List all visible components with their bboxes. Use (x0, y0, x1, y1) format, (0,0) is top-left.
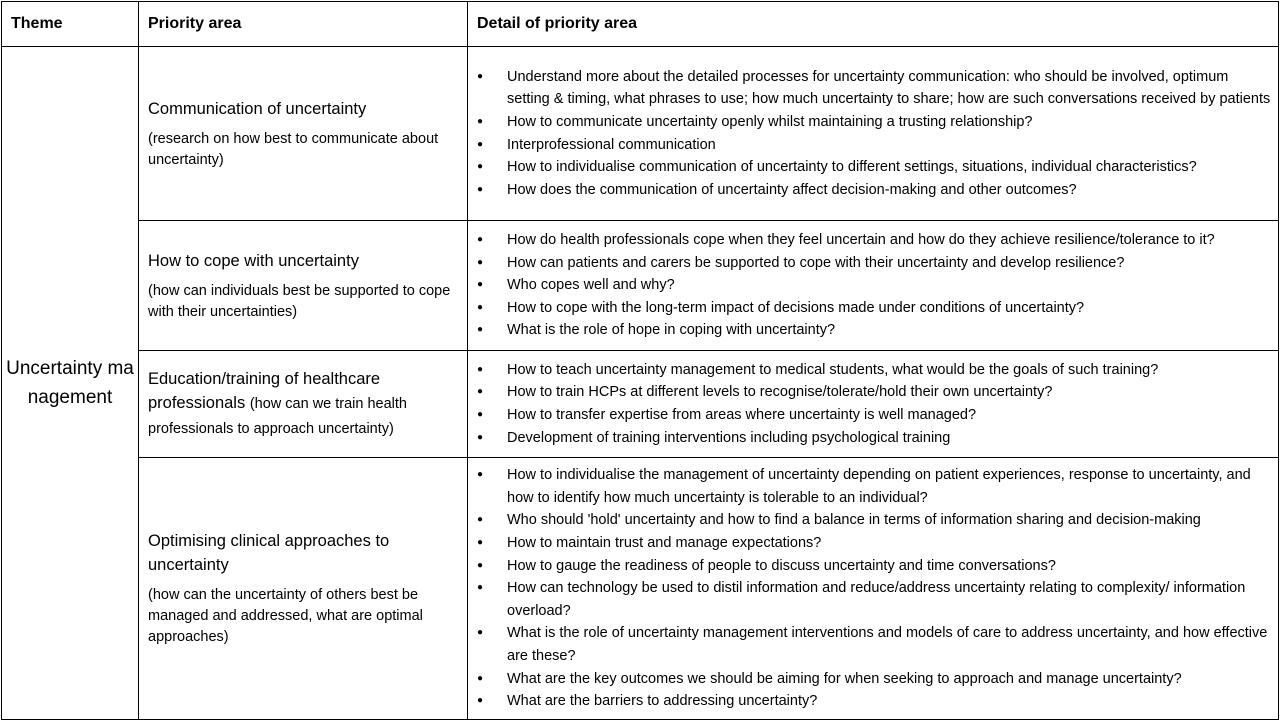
list-item: ● What is the role of uncertainty management interventions and models of care to address uncertainty, and how effective are these? (468, 622, 1272, 667)
priority-title: Optimising clinical approaches to uncertainty (148, 532, 390, 574)
header-theme: Theme (2, 2, 139, 47)
list-item: ● Development of training interventions including psychological training (468, 427, 1272, 450)
list-item: ● How can technology be used to distil information and reduce/address uncertainty relating to complexity/ information overload? (468, 577, 1272, 622)
priority-cell (139, 351, 468, 458)
bullet-icon: ● (477, 161, 484, 173)
priority-cell (139, 221, 468, 351)
bullet-icon: ● (477, 627, 484, 639)
bullet-icon: ● (477, 279, 484, 291)
detail-list (468, 66, 1272, 202)
list-item: ● How to communicate uncertainty openly whilst maintaining a trusting relationship? (468, 111, 1272, 134)
bullet-icon: ● (477, 234, 484, 246)
priority-description: (how can we train health professionals to approach uncertainty) (148, 396, 407, 437)
list-item: ● How to maintain trust and manage expectations? (468, 532, 1272, 555)
priority-title: Education/training of healthcare professionals (how can we train health professionals to approach uncertainty) (148, 370, 407, 437)
priority-title: How to cope with uncertainty (148, 251, 359, 270)
priority-table (1, 1, 1279, 720)
bullet-icon: ● (477, 537, 484, 549)
table-row (2, 351, 1279, 458)
list-item: ● How to teach uncertainty management to medical students, what would be the goals of such training? (468, 359, 1272, 382)
table-row (2, 47, 1279, 221)
bullet-icon: ● (477, 301, 484, 313)
bullet-icon: ● (477, 138, 484, 150)
list-item: ● What are the key outcomes we should be aiming for when seeking to approach and manage uncertainty? (468, 668, 1272, 691)
list-item: ● How to train HCPs at different levels to recognise/tolerate/hold their own uncertainty? (468, 381, 1272, 404)
detail-cell (468, 458, 1279, 720)
table-row (2, 458, 1279, 720)
bullet-icon: ● (477, 386, 484, 398)
list-item: ● How to cope with the long-term impact of decisions made under conditions of uncertainty? (468, 297, 1272, 320)
bullet-icon: ● (477, 256, 484, 268)
priority-title: Communication of uncertainty (148, 99, 367, 118)
detail-list (468, 229, 1272, 342)
priority-cell (139, 458, 468, 720)
list-item: ● How to individualise communication of uncertainty to different settings, situations, individual characteristics? (468, 156, 1272, 179)
priority-description: (how can individuals best be supported to cope with their uncertainties) (148, 282, 451, 320)
priority-description: (research on how best to communicate about uncertainty) (148, 130, 439, 168)
bullet-icon: ● (477, 672, 484, 684)
detail-list (468, 359, 1272, 449)
list-item: ● What are the barriers to addressing uncertainty? (468, 690, 1272, 713)
bullet-icon: ● (477, 559, 484, 571)
list-item: ● How does the communication of uncertainty affect decision-making and other outcomes? (468, 179, 1272, 202)
detail-cell (468, 221, 1279, 351)
list-item: ● How can patients and carers be supported to cope with their uncertainty and develop resilience? (468, 252, 1272, 275)
bullet-icon: ● (477, 582, 484, 594)
bullet-icon: ● (477, 469, 484, 481)
header-priority-area: Priority area (139, 2, 468, 47)
bullet-icon: ● (477, 695, 484, 707)
list-item: ● How do health professionals cope when they feel uncertain and how do they achieve resilience/tolerance to it? (468, 229, 1272, 252)
bullet-icon: ● (477, 115, 484, 127)
bullet-icon: ● (477, 70, 484, 82)
header-detail: Detail of priority area (468, 2, 1279, 47)
list-item: ● Who copes well and why? (468, 274, 1272, 297)
bullet-icon: ● (477, 514, 484, 526)
detail-cell (468, 351, 1279, 458)
list-item: ● Who should 'hold' uncertainty and how to find a balance in terms of information sharing and decision-making (468, 509, 1272, 532)
list-item: ● How to gauge the readiness of people to discuss uncertainty and time conversations? (468, 555, 1272, 578)
list-item: ● Interprofessional communication (468, 134, 1272, 157)
detail-cell (468, 47, 1279, 221)
header-row (2, 2, 1279, 47)
detail-list (468, 464, 1272, 713)
bullet-icon: ● (477, 409, 484, 420)
bullet-icon: ● (477, 431, 484, 443)
bullet-icon: ● (477, 183, 484, 195)
theme-cell: Uncertainty management (2, 47, 139, 720)
table-row (2, 221, 1279, 351)
priority-description: (how can the uncertainty of others best be managed and addressed, what are optimal approaches) (148, 587, 423, 645)
list-item: ● What is the role of hope in coping with uncertainty? (468, 319, 1272, 342)
list-item: ● How to individualise the management of uncertainty depending on patient experiences, response to uncertainty, and how to identify how much uncertainty is tolerable to an individual? (468, 464, 1272, 509)
bullet-icon: ● (477, 363, 484, 375)
priority-cell (139, 47, 468, 221)
list-item: ● Understand more about the detailed processes for uncertainty communication: who should be involved, optimum setting & timing, what phrases to use; how much uncertainty to share; how are such conversations received by patients (468, 66, 1272, 111)
bullet-icon: ● (477, 324, 484, 336)
list-item: ● How to transfer expertise from areas where uncertainty is well managed? (468, 404, 1272, 427)
